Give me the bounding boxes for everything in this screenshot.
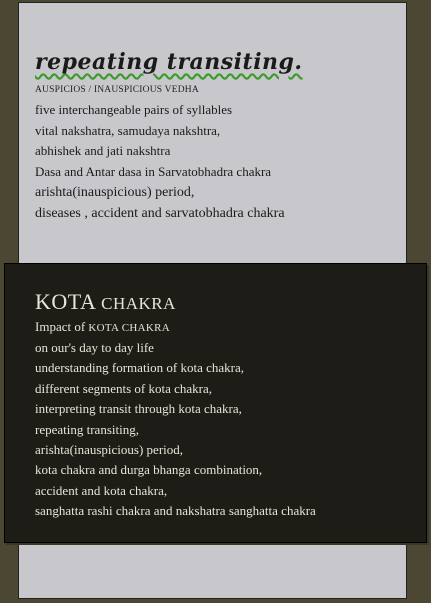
text-line: understanding formation of kota chakra, [35, 360, 245, 376]
text-line: kota chakra and durga bhanga combination, [35, 462, 263, 478]
text-line: accident and kota chakra, [35, 482, 168, 498]
impact-caps: KOTA CHAKRA [88, 322, 170, 334]
text-line: abhishek and jati nakshtra [35, 143, 171, 158]
text-line: on our's day to day life [35, 340, 154, 355]
kota-text-block [35, 338, 316, 522]
text-line: interpreting transit through kota chakra, [35, 401, 242, 417]
impact-line [35, 319, 170, 335]
impact-prefix: Impact of [35, 319, 89, 334]
top-text-block [35, 100, 285, 224]
text-line: different segments of kota chakra, [35, 380, 212, 396]
kota-title-main: KOTA [35, 289, 102, 314]
text-line: Dasa and Antar dasa in Sarvatobhadra chakra [35, 163, 272, 179]
text-line: arishta(inauspicious) period, [35, 185, 195, 200]
kota-chakra-panel [4, 263, 427, 543]
kota-title-small: CHAKRA [101, 294, 176, 313]
text-line: sanghatta rashi chakra and nakshatra sanghatta chakra [35, 503, 316, 519]
kota-title [35, 289, 176, 315]
text-line: vital nakshatra, samudaya nakshtra, [35, 122, 221, 138]
section-title: repeating transiting. [35, 49, 303, 75]
text-line: arishta(inauspicious) period, [35, 441, 184, 457]
text-line: five interchangeable pairs of syllables [35, 102, 233, 117]
text-line: repeating transiting, [35, 421, 139, 437]
text-line: diseases , accident and sarvatobhadra chakra [35, 206, 285, 221]
section-subheading: AUSPICIOS / INAUSPICIOUS VEDHA [35, 85, 199, 95]
